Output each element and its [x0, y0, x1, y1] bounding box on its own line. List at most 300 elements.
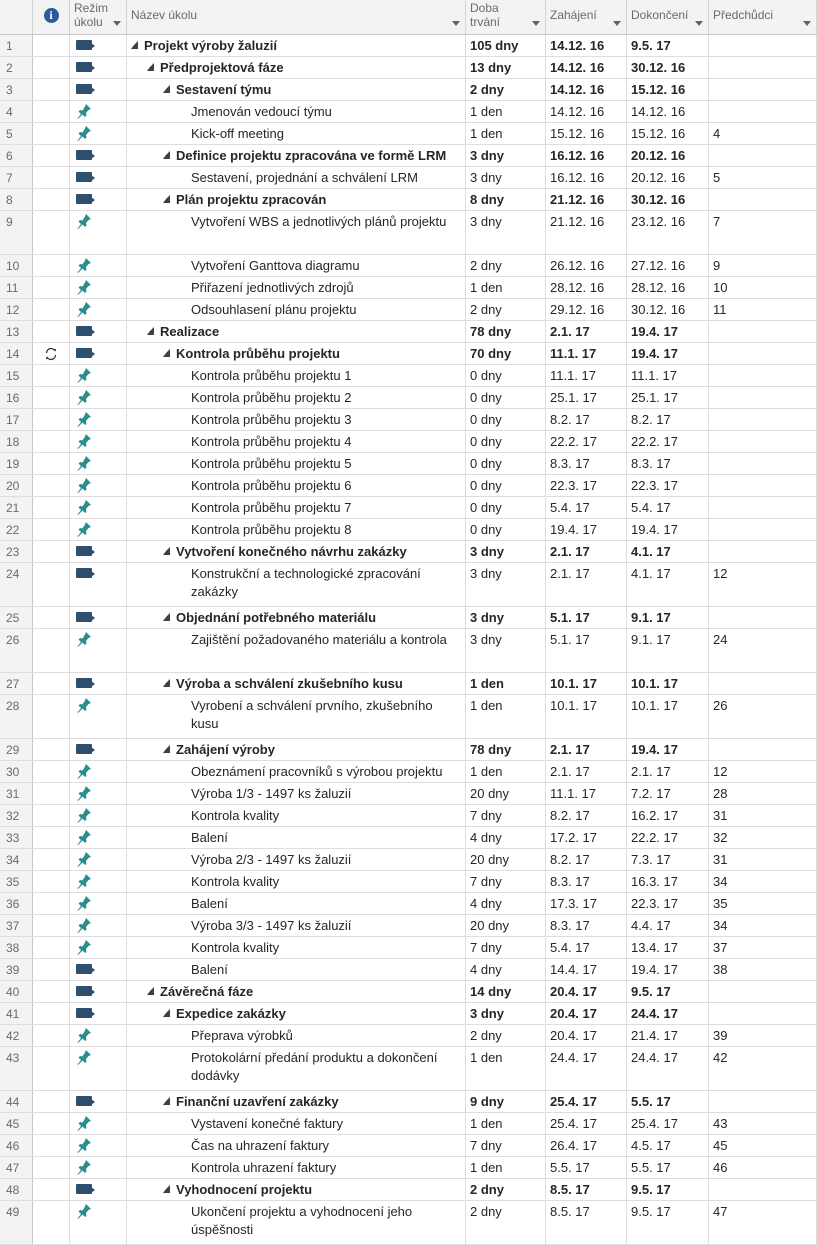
row-number[interactable]: 20 [0, 475, 33, 496]
start-cell[interactable]: 25.1. 17 [546, 387, 627, 408]
finish-cell[interactable]: 28.12. 16 [627, 277, 709, 298]
table-row[interactable] [0, 453, 817, 475]
header-indicators[interactable] [33, 0, 70, 34]
table-row[interactable] [0, 1091, 817, 1113]
predecessors-cell[interactable]: 47 [709, 1201, 817, 1244]
duration-cell[interactable]: 3 dny [466, 563, 546, 606]
finish-cell[interactable]: 2.1. 17 [627, 761, 709, 782]
row-number[interactable]: 8 [0, 189, 33, 210]
task-name-cell[interactable] [127, 101, 466, 122]
header-start[interactable] [546, 0, 627, 34]
duration-cell[interactable]: 1 den [466, 761, 546, 782]
predecessors-cell[interactable]: 43 [709, 1113, 817, 1134]
duration-cell[interactable]: 0 dny [466, 475, 546, 496]
predecessors-cell[interactable]: 5 [709, 167, 817, 188]
row-number[interactable]: 31 [0, 783, 33, 804]
task-mode-cell[interactable] [70, 57, 127, 78]
row-number[interactable]: 42 [0, 1025, 33, 1046]
task-mode-cell[interactable] [70, 365, 127, 386]
task-name-cell[interactable] [127, 321, 466, 342]
predecessors-cell[interactable] [709, 431, 817, 452]
finish-cell[interactable]: 15.12. 16 [627, 79, 709, 100]
finish-cell[interactable]: 20.12. 16 [627, 167, 709, 188]
task-mode-cell[interactable] [70, 255, 127, 276]
start-cell[interactable]: 2.1. 17 [546, 761, 627, 782]
finish-cell[interactable]: 27.12. 16 [627, 255, 709, 276]
start-cell[interactable]: 14.4. 17 [546, 959, 627, 980]
predecessors-cell[interactable]: 31 [709, 805, 817, 826]
row-number[interactable]: 34 [0, 849, 33, 870]
finish-cell[interactable]: 22.3. 17 [627, 475, 709, 496]
row-number[interactable]: 44 [0, 1091, 33, 1112]
predecessors-cell[interactable]: 26 [709, 695, 817, 738]
task-name-cell[interactable] [127, 365, 466, 386]
row-number[interactable]: 26 [0, 629, 33, 672]
row-number[interactable]: 46 [0, 1135, 33, 1156]
collapse-triangle-icon[interactable] [163, 349, 170, 357]
start-cell[interactable]: 11.1. 17 [546, 343, 627, 364]
row-number[interactable]: 14 [0, 343, 33, 364]
task-mode-cell[interactable] [70, 871, 127, 892]
table-row[interactable] [0, 1025, 817, 1047]
finish-cell[interactable]: 10.1. 17 [627, 673, 709, 694]
duration-cell[interactable]: 0 dny [466, 519, 546, 540]
finish-cell[interactable]: 4.4. 17 [627, 915, 709, 936]
task-name-cell[interactable] [127, 1135, 466, 1156]
task-name-cell[interactable] [127, 409, 466, 430]
task-name-cell[interactable] [127, 783, 466, 804]
predecessors-cell[interactable]: 11 [709, 299, 817, 320]
row-number[interactable]: 21 [0, 497, 33, 518]
start-cell[interactable]: 2.1. 17 [546, 739, 627, 760]
row-number[interactable]: 32 [0, 805, 33, 826]
row-number[interactable]: 16 [0, 387, 33, 408]
start-cell[interactable]: 10.1. 17 [546, 673, 627, 694]
task-name-cell[interactable] [127, 893, 466, 914]
task-name-cell[interactable] [127, 761, 466, 782]
duration-cell[interactable]: 4 dny [466, 827, 546, 848]
row-number[interactable]: 36 [0, 893, 33, 914]
table-row[interactable] [0, 277, 817, 299]
start-cell[interactable]: 25.4. 17 [546, 1091, 627, 1112]
duration-cell[interactable]: 2 dny [466, 255, 546, 276]
row-number[interactable]: 1 [0, 35, 33, 56]
finish-cell[interactable]: 10.1. 17 [627, 695, 709, 738]
duration-cell[interactable]: 1 den [466, 695, 546, 738]
row-number[interactable]: 24 [0, 563, 33, 606]
predecessors-cell[interactable]: 12 [709, 563, 817, 606]
task-mode-cell[interactable] [70, 695, 127, 738]
predecessors-cell[interactable] [709, 343, 817, 364]
start-cell[interactable]: 21.12. 16 [546, 211, 627, 254]
table-row[interactable] [0, 1003, 817, 1025]
finish-cell[interactable]: 5.5. 17 [627, 1157, 709, 1178]
task-name-cell[interactable] [127, 79, 466, 100]
start-cell[interactable]: 10.1. 17 [546, 695, 627, 738]
table-row[interactable] [0, 519, 817, 541]
task-name-cell[interactable] [127, 1157, 466, 1178]
predecessors-cell[interactable] [709, 673, 817, 694]
task-name-cell[interactable] [127, 35, 466, 56]
task-name-cell[interactable] [127, 981, 466, 1002]
row-number[interactable]: 39 [0, 959, 33, 980]
duration-cell[interactable]: 105 dny [466, 35, 546, 56]
task-name-cell[interactable] [127, 497, 466, 518]
task-mode-cell[interactable] [70, 299, 127, 320]
finish-cell[interactable]: 9.1. 17 [627, 629, 709, 672]
finish-cell[interactable]: 8.2. 17 [627, 409, 709, 430]
row-number[interactable]: 48 [0, 1179, 33, 1200]
collapse-triangle-icon[interactable] [131, 41, 138, 49]
task-name-cell[interactable] [127, 607, 466, 628]
task-name-cell[interactable] [127, 827, 466, 848]
table-row[interactable] [0, 101, 817, 123]
row-number[interactable]: 15 [0, 365, 33, 386]
predecessors-cell[interactable]: 39 [709, 1025, 817, 1046]
table-row[interactable] [0, 497, 817, 519]
task-name-cell[interactable] [127, 959, 466, 980]
table-row[interactable] [0, 959, 817, 981]
task-mode-cell[interactable] [70, 849, 127, 870]
task-mode-cell[interactable] [70, 519, 127, 540]
collapse-triangle-icon[interactable] [147, 987, 154, 995]
finish-cell[interactable]: 8.3. 17 [627, 453, 709, 474]
finish-cell[interactable]: 30.12. 16 [627, 299, 709, 320]
table-row[interactable] [0, 1157, 817, 1179]
duration-cell[interactable]: 9 dny [466, 1091, 546, 1112]
task-name-cell[interactable] [127, 123, 466, 144]
row-number[interactable]: 23 [0, 541, 33, 562]
chevron-down-icon[interactable] [803, 21, 811, 26]
predecessors-cell[interactable] [709, 387, 817, 408]
task-name-cell[interactable] [127, 189, 466, 210]
task-mode-cell[interactable] [70, 981, 127, 1002]
task-mode-cell[interactable] [70, 79, 127, 100]
predecessors-cell[interactable] [709, 101, 817, 122]
table-row[interactable] [0, 57, 817, 79]
finish-cell[interactable]: 19.4. 17 [627, 739, 709, 760]
table-row[interactable] [0, 211, 817, 255]
duration-cell[interactable]: 1 den [466, 673, 546, 694]
task-mode-cell[interactable] [70, 431, 127, 452]
table-row[interactable] [0, 167, 817, 189]
row-number[interactable]: 27 [0, 673, 33, 694]
row-number[interactable]: 11 [0, 277, 33, 298]
task-name-cell[interactable] [127, 431, 466, 452]
start-cell[interactable]: 22.3. 17 [546, 475, 627, 496]
table-row[interactable] [0, 145, 817, 167]
start-cell[interactable]: 14.12. 16 [546, 101, 627, 122]
finish-cell[interactable]: 21.4. 17 [627, 1025, 709, 1046]
duration-cell[interactable]: 0 dny [466, 409, 546, 430]
task-name-cell[interactable] [127, 1179, 466, 1200]
finish-cell[interactable]: 22.2. 17 [627, 827, 709, 848]
row-number[interactable]: 29 [0, 739, 33, 760]
duration-cell[interactable]: 0 dny [466, 431, 546, 452]
table-row[interactable] [0, 343, 817, 365]
duration-cell[interactable]: 3 dny [466, 167, 546, 188]
table-row[interactable] [0, 937, 817, 959]
header-finish[interactable] [627, 0, 709, 34]
table-row[interactable] [0, 673, 817, 695]
start-cell[interactable]: 11.1. 17 [546, 783, 627, 804]
finish-cell[interactable]: 23.12. 16 [627, 211, 709, 254]
collapse-triangle-icon[interactable] [163, 613, 170, 621]
task-name-cell[interactable] [127, 563, 466, 606]
duration-cell[interactable]: 1 den [466, 277, 546, 298]
start-cell[interactable]: 17.2. 17 [546, 827, 627, 848]
finish-cell[interactable]: 16.2. 17 [627, 805, 709, 826]
table-row[interactable] [0, 189, 817, 211]
task-mode-cell[interactable] [70, 1135, 127, 1156]
task-mode-cell[interactable] [70, 541, 127, 562]
duration-cell[interactable]: 2 dny [466, 1201, 546, 1244]
task-name-cell[interactable] [127, 695, 466, 738]
finish-cell[interactable]: 4.1. 17 [627, 563, 709, 606]
task-mode-cell[interactable] [70, 475, 127, 496]
duration-cell[interactable]: 0 dny [466, 387, 546, 408]
collapse-triangle-icon[interactable] [163, 1009, 170, 1017]
chevron-down-icon[interactable] [695, 21, 703, 26]
predecessors-cell[interactable] [709, 145, 817, 166]
row-number[interactable]: 40 [0, 981, 33, 1002]
start-cell[interactable]: 22.2. 17 [546, 431, 627, 452]
start-cell[interactable]: 26.12. 16 [546, 255, 627, 276]
duration-cell[interactable]: 1 den [466, 1157, 546, 1178]
duration-cell[interactable]: 78 dny [466, 321, 546, 342]
table-row[interactable] [0, 695, 817, 739]
finish-cell[interactable]: 11.1. 17 [627, 365, 709, 386]
predecessors-cell[interactable]: 42 [709, 1047, 817, 1090]
table-row[interactable] [0, 1201, 817, 1245]
row-number[interactable]: 6 [0, 145, 33, 166]
table-row[interactable] [0, 871, 817, 893]
collapse-triangle-icon[interactable] [163, 547, 170, 555]
duration-cell[interactable]: 4 dny [466, 959, 546, 980]
task-mode-cell[interactable] [70, 805, 127, 826]
predecessors-cell[interactable] [709, 497, 817, 518]
row-number[interactable]: 18 [0, 431, 33, 452]
table-row[interactable] [0, 849, 817, 871]
task-mode-cell[interactable] [70, 497, 127, 518]
table-row[interactable] [0, 563, 817, 607]
predecessors-cell[interactable] [709, 35, 817, 56]
collapse-triangle-icon[interactable] [147, 327, 154, 335]
start-cell[interactable]: 14.12. 16 [546, 35, 627, 56]
predecessors-cell[interactable]: 7 [709, 211, 817, 254]
start-cell[interactable]: 20.4. 17 [546, 1025, 627, 1046]
duration-cell[interactable]: 8 dny [466, 189, 546, 210]
task-mode-cell[interactable] [70, 1091, 127, 1112]
task-name-cell[interactable] [127, 1047, 466, 1090]
finish-cell[interactable]: 15.12. 16 [627, 123, 709, 144]
collapse-triangle-icon[interactable] [163, 679, 170, 687]
predecessors-cell[interactable] [709, 519, 817, 540]
duration-cell[interactable]: 7 dny [466, 1135, 546, 1156]
start-cell[interactable]: 2.1. 17 [546, 541, 627, 562]
start-cell[interactable]: 20.4. 17 [546, 981, 627, 1002]
task-mode-cell[interactable] [70, 893, 127, 914]
row-number[interactable]: 35 [0, 871, 33, 892]
finish-cell[interactable]: 7.2. 17 [627, 783, 709, 804]
row-number[interactable]: 45 [0, 1113, 33, 1134]
predecessors-cell[interactable]: 35 [709, 893, 817, 914]
finish-cell[interactable]: 22.2. 17 [627, 431, 709, 452]
finish-cell[interactable]: 30.12. 16 [627, 57, 709, 78]
row-number[interactable]: 37 [0, 915, 33, 936]
task-mode-cell[interactable] [70, 959, 127, 980]
duration-cell[interactable]: 13 dny [466, 57, 546, 78]
finish-cell[interactable]: 19.4. 17 [627, 321, 709, 342]
task-name-cell[interactable] [127, 541, 466, 562]
predecessors-cell[interactable]: 9 [709, 255, 817, 276]
predecessors-cell[interactable] [709, 321, 817, 342]
start-cell[interactable]: 14.12. 16 [546, 79, 627, 100]
predecessors-cell[interactable] [709, 453, 817, 474]
finish-cell[interactable]: 25.1. 17 [627, 387, 709, 408]
collapse-triangle-icon[interactable] [147, 63, 154, 71]
finish-cell[interactable]: 9.5. 17 [627, 981, 709, 1002]
duration-cell[interactable]: 2 dny [466, 1025, 546, 1046]
duration-cell[interactable]: 4 dny [466, 893, 546, 914]
task-name-cell[interactable] [127, 343, 466, 364]
task-name-cell[interactable] [127, 805, 466, 826]
task-mode-cell[interactable] [70, 673, 127, 694]
duration-cell[interactable]: 3 dny [466, 629, 546, 672]
finish-cell[interactable]: 14.12. 16 [627, 101, 709, 122]
start-cell[interactable]: 8.2. 17 [546, 849, 627, 870]
start-cell[interactable]: 29.12. 16 [546, 299, 627, 320]
duration-cell[interactable]: 70 dny [466, 343, 546, 364]
table-row[interactable] [0, 79, 817, 101]
start-cell[interactable]: 11.1. 17 [546, 365, 627, 386]
table-row[interactable] [0, 1113, 817, 1135]
finish-cell[interactable]: 30.12. 16 [627, 189, 709, 210]
task-name-cell[interactable] [127, 1003, 466, 1024]
start-cell[interactable]: 2.1. 17 [546, 321, 627, 342]
predecessors-cell[interactable] [709, 409, 817, 430]
table-row[interactable] [0, 409, 817, 431]
predecessors-cell[interactable] [709, 541, 817, 562]
duration-cell[interactable]: 20 dny [466, 915, 546, 936]
collapse-triangle-icon[interactable] [163, 1097, 170, 1105]
finish-cell[interactable]: 19.4. 17 [627, 959, 709, 980]
predecessors-cell[interactable]: 31 [709, 849, 817, 870]
task-name-cell[interactable] [127, 1091, 466, 1112]
predecessors-cell[interactable] [709, 1091, 817, 1112]
table-row[interactable] [0, 739, 817, 761]
task-mode-cell[interactable] [70, 1201, 127, 1244]
task-name-cell[interactable] [127, 387, 466, 408]
table-row[interactable] [0, 35, 817, 57]
table-row[interactable] [0, 365, 817, 387]
task-name-cell[interactable] [127, 937, 466, 958]
row-number[interactable]: 5 [0, 123, 33, 144]
table-row[interactable] [0, 1047, 817, 1091]
row-number[interactable]: 41 [0, 1003, 33, 1024]
task-name-cell[interactable] [127, 673, 466, 694]
row-number[interactable]: 13 [0, 321, 33, 342]
finish-cell[interactable]: 22.3. 17 [627, 893, 709, 914]
header-task-name[interactable] [127, 0, 466, 34]
table-row[interactable] [0, 431, 817, 453]
table-row[interactable] [0, 541, 817, 563]
start-cell[interactable]: 5.1. 17 [546, 629, 627, 672]
task-name-cell[interactable] [127, 519, 466, 540]
task-mode-cell[interactable] [70, 1047, 127, 1090]
task-mode-cell[interactable] [70, 277, 127, 298]
chevron-down-icon[interactable] [452, 21, 460, 26]
predecessors-cell[interactable] [709, 739, 817, 760]
task-mode-cell[interactable] [70, 1179, 127, 1200]
task-mode-cell[interactable] [70, 123, 127, 144]
finish-cell[interactable]: 4.1. 17 [627, 541, 709, 562]
predecessors-cell[interactable] [709, 189, 817, 210]
task-mode-cell[interactable] [70, 783, 127, 804]
finish-cell[interactable]: 13.4. 17 [627, 937, 709, 958]
chevron-down-icon[interactable] [113, 21, 121, 26]
start-cell[interactable]: 8.5. 17 [546, 1201, 627, 1244]
predecessors-cell[interactable]: 12 [709, 761, 817, 782]
finish-cell[interactable]: 5.5. 17 [627, 1091, 709, 1112]
table-row[interactable] [0, 387, 817, 409]
header-row-number[interactable] [0, 0, 33, 34]
start-cell[interactable]: 17.3. 17 [546, 893, 627, 914]
table-row[interactable] [0, 475, 817, 497]
row-number[interactable]: 47 [0, 1157, 33, 1178]
task-mode-cell[interactable] [70, 453, 127, 474]
collapse-triangle-icon[interactable] [163, 195, 170, 203]
start-cell[interactable]: 21.12. 16 [546, 189, 627, 210]
start-cell[interactable]: 5.5. 17 [546, 1157, 627, 1178]
task-name-cell[interactable] [127, 1113, 466, 1134]
start-cell[interactable]: 5.1. 17 [546, 607, 627, 628]
predecessors-cell[interactable]: 46 [709, 1157, 817, 1178]
task-mode-cell[interactable] [70, 321, 127, 342]
task-mode-cell[interactable] [70, 189, 127, 210]
task-name-cell[interactable] [127, 1201, 466, 1244]
start-cell[interactable]: 8.3. 17 [546, 915, 627, 936]
predecessors-cell[interactable]: 24 [709, 629, 817, 672]
table-row[interactable] [0, 827, 817, 849]
predecessors-cell[interactable]: 34 [709, 871, 817, 892]
task-mode-cell[interactable] [70, 167, 127, 188]
task-name-cell[interactable] [127, 739, 466, 760]
finish-cell[interactable]: 4.5. 17 [627, 1135, 709, 1156]
row-number[interactable]: 19 [0, 453, 33, 474]
row-number[interactable]: 22 [0, 519, 33, 540]
finish-cell[interactable]: 24.4. 17 [627, 1047, 709, 1090]
duration-cell[interactable]: 0 dny [466, 365, 546, 386]
predecessors-cell[interactable]: 10 [709, 277, 817, 298]
table-row[interactable] [0, 321, 817, 343]
task-name-cell[interactable] [127, 475, 466, 496]
duration-cell[interactable]: 1 den [466, 123, 546, 144]
row-number[interactable]: 9 [0, 211, 33, 254]
row-number[interactable]: 3 [0, 79, 33, 100]
start-cell[interactable]: 20.4. 17 [546, 1003, 627, 1024]
row-number[interactable]: 49 [0, 1201, 33, 1244]
start-cell[interactable]: 8.2. 17 [546, 409, 627, 430]
finish-cell[interactable]: 25.4. 17 [627, 1113, 709, 1134]
start-cell[interactable]: 2.1. 17 [546, 563, 627, 606]
start-cell[interactable]: 19.4. 17 [546, 519, 627, 540]
task-name-cell[interactable] [127, 453, 466, 474]
duration-cell[interactable]: 3 dny [466, 541, 546, 562]
table-row[interactable] [0, 607, 817, 629]
table-row[interactable] [0, 1179, 817, 1201]
collapse-triangle-icon[interactable] [163, 85, 170, 93]
